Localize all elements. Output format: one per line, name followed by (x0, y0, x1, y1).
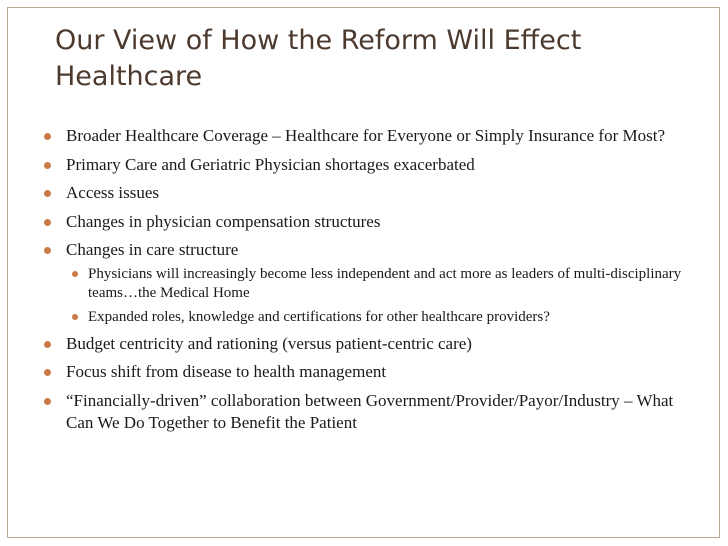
bullet-list (30, 125, 690, 441)
sub-bullet-dot-icon (72, 271, 78, 277)
slide-title: Our View of How the Reform Will Effect Healthcare (55, 25, 582, 92)
sub-bullet-text: Physicians will increasingly become less independent and act more as leaders of multi-disciplinary teams…the Medical Home (88, 265, 682, 301)
bullet-item (30, 125, 690, 148)
bullet-dot-icon (44, 133, 51, 140)
bullet-text: Focus shift from disease to health management (66, 362, 387, 381)
bullet-text: Changes in physician compensation structures (66, 211, 381, 231)
sub-bullet-item (66, 265, 690, 303)
bullet-text: Changes in care structure (66, 240, 239, 259)
sub-bullet-item (66, 308, 690, 327)
bullet-item (30, 333, 690, 356)
sub-bullet-dot-icon (72, 314, 78, 320)
bullet-item (30, 239, 690, 327)
bullet-item (30, 361, 690, 384)
bullet-dot-icon (44, 247, 51, 254)
bullet-text: Budget centricity and rationing (versus patient-centric care) (66, 333, 472, 353)
bullet-dot-icon (44, 398, 51, 405)
bullet-dot-icon (44, 190, 51, 197)
bullet-dot-icon (44, 369, 51, 376)
bullet-text: Broader Healthcare Coverage – Healthcare for Everyone or Simply Insurance for Most? (66, 126, 666, 145)
bullet-item (30, 154, 690, 177)
bullet-item (30, 390, 690, 435)
bullet-dot-icon (44, 341, 51, 348)
bullet-item (30, 182, 690, 205)
bullet-dot-icon (44, 162, 51, 169)
sub-bullet-text: Expanded roles, knowledge and certifications for other healthcare providers? (88, 308, 550, 325)
bullet-dot-icon (44, 219, 51, 226)
bullet-text: Access issues (66, 183, 160, 202)
bullet-item (30, 211, 690, 234)
bullet-text: Primary Care and Geriatric Physician shortages exacerbated (66, 154, 475, 174)
bullet-text: “Financially-driven” collaboration between Government/Provider/Payor/Industry – What Can We Do Together to Benefit the Patient (66, 390, 674, 432)
sub-bullet-list (66, 265, 690, 327)
